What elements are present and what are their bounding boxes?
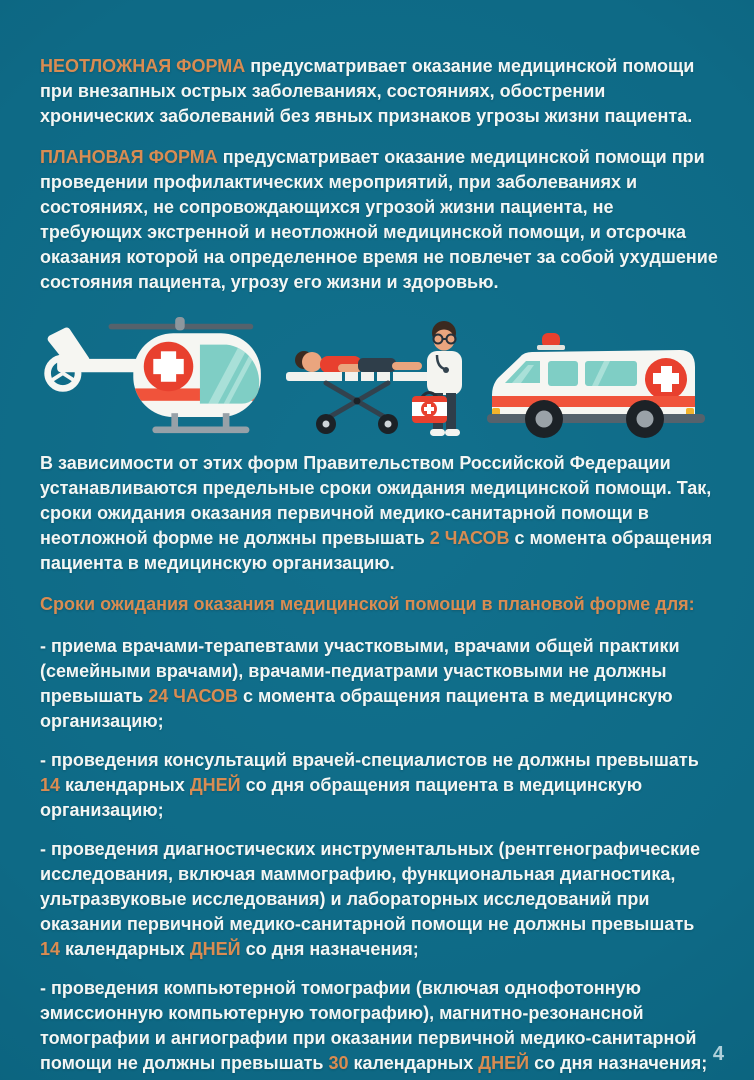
ambulance-illustration: [482, 311, 718, 441]
highlighted-text: 30: [328, 1053, 349, 1073]
highlighted-text: НЕОТЛОЖНАЯ ФОРМА: [40, 56, 246, 76]
highlighted-text: 14: [40, 775, 61, 795]
bullet-doctor-appointments: [40, 634, 718, 734]
text-segment: календарных: [60, 939, 190, 959]
highlighted-text: ДНЕЙ: [189, 939, 241, 959]
first-aid-kit-icon: [412, 393, 447, 424]
text-segment: со дня обращения пациента в медицинскую организацию;: [40, 775, 643, 820]
highlighted-text: ДНЕЙ: [478, 1053, 530, 1073]
text-segment: календарных: [348, 1053, 479, 1073]
text-segment: В зависимости от этих форм Правительством Российской Федерации устанавливаются предельные сроки ожидания медицинской помощи. Так, сроки ожидания оказания первичной медико-санитарной помощи в неотложной форме не должны превышать: [40, 453, 712, 548]
highlighted-text: 14: [40, 939, 61, 959]
bullet-diagnostic-tests: [40, 837, 718, 962]
section-heading-planned-form: Сроки ожидания оказания медицинской помощи в плановой форме для:: [40, 594, 695, 614]
page-number: 4: [712, 1043, 724, 1065]
bullet-ct-mri-angiography: [40, 976, 718, 1076]
text-segment: - приема врачами-терапевтами участковыми, врачами общей практики (семейными врачами), врачами-педиатрами участковыми не должны превышать: [40, 636, 680, 706]
stretcher: [286, 372, 430, 434]
text-segment: - проведения компьютерной томографии (включая однофотонную эмиссионную компьютерную томографию), магнитно-резонансной томографии и ангиографии при оказании первичной медико-санитарной помощи не должны превышать: [40, 978, 697, 1073]
bullet-specialist-consultations: [40, 748, 718, 823]
ambulance-side-windows: [548, 361, 637, 386]
text-segment: - проведения консультаций врачей-специалистов не должны превышать: [40, 750, 699, 770]
red-cross-icon: [144, 342, 194, 392]
highlighted-text: ПЛАНОВАЯ ФОРМА: [40, 147, 218, 167]
paragraph-urgent-form: [40, 54, 718, 129]
helicopter-tail-rotor: [48, 358, 78, 388]
paragraph-waiting-limits: [40, 451, 718, 576]
ambulance-stripe: [492, 396, 695, 407]
medical-helicopter-illustration: [40, 313, 278, 441]
text-segment: предусматривает оказание медицинской помощи при проведении профилактических мероприятий, при заболеваниях и состояниях, не сопровождающихся угрозой жизни пациента, не требующих экстренной и неотложной медицинской помощи, и отсрочка оказания которой на определенное время не повлечет за собой ухудшение состояния пациента, угрозу его жизни и здоровью.: [40, 147, 718, 292]
highlighted-text: 24 ЧАСОВ: [148, 686, 238, 706]
paragraph-planned-form: [40, 145, 718, 295]
text-segment: с момента обращения пациента в медицинскую организацию.: [40, 528, 713, 573]
helicopter-rotor-mast: [175, 317, 185, 330]
emergency-beacon-icon: [537, 333, 565, 350]
text-segment: со дня назначения;: [240, 939, 419, 959]
text-segment: предусматривает оказание медицинской помощи при внезапных острых заболеваниях, состояниях, обострении хронических заболеваний без явных признаков угрозы жизни пациента.: [40, 56, 695, 126]
ambulance-bumper: [487, 414, 705, 423]
red-cross-icon: [645, 358, 687, 400]
patient-on-stretcher: [295, 351, 422, 373]
highlighted-text: 2 ЧАСОВ: [429, 528, 510, 548]
text-segment: - проведения диагностических инструментальных (рентгенографические исследования, включая маммографию, функциональная диагностика, ультразвуковые исследования) и лабораторных исследований при оказании первичной медико-санитарной помощи не должны превышать: [40, 839, 701, 934]
text-segment: с момента обращения пациента в медицинскую организацию;: [40, 686, 673, 731]
text-segment: календарных: [60, 775, 190, 795]
text-segment: со дня назначения;: [529, 1053, 708, 1073]
illustration-row: [40, 311, 718, 441]
highlighted-text: ДНЕЙ: [189, 775, 241, 795]
stretcher-patient-paramedic-illustration: [284, 311, 476, 441]
